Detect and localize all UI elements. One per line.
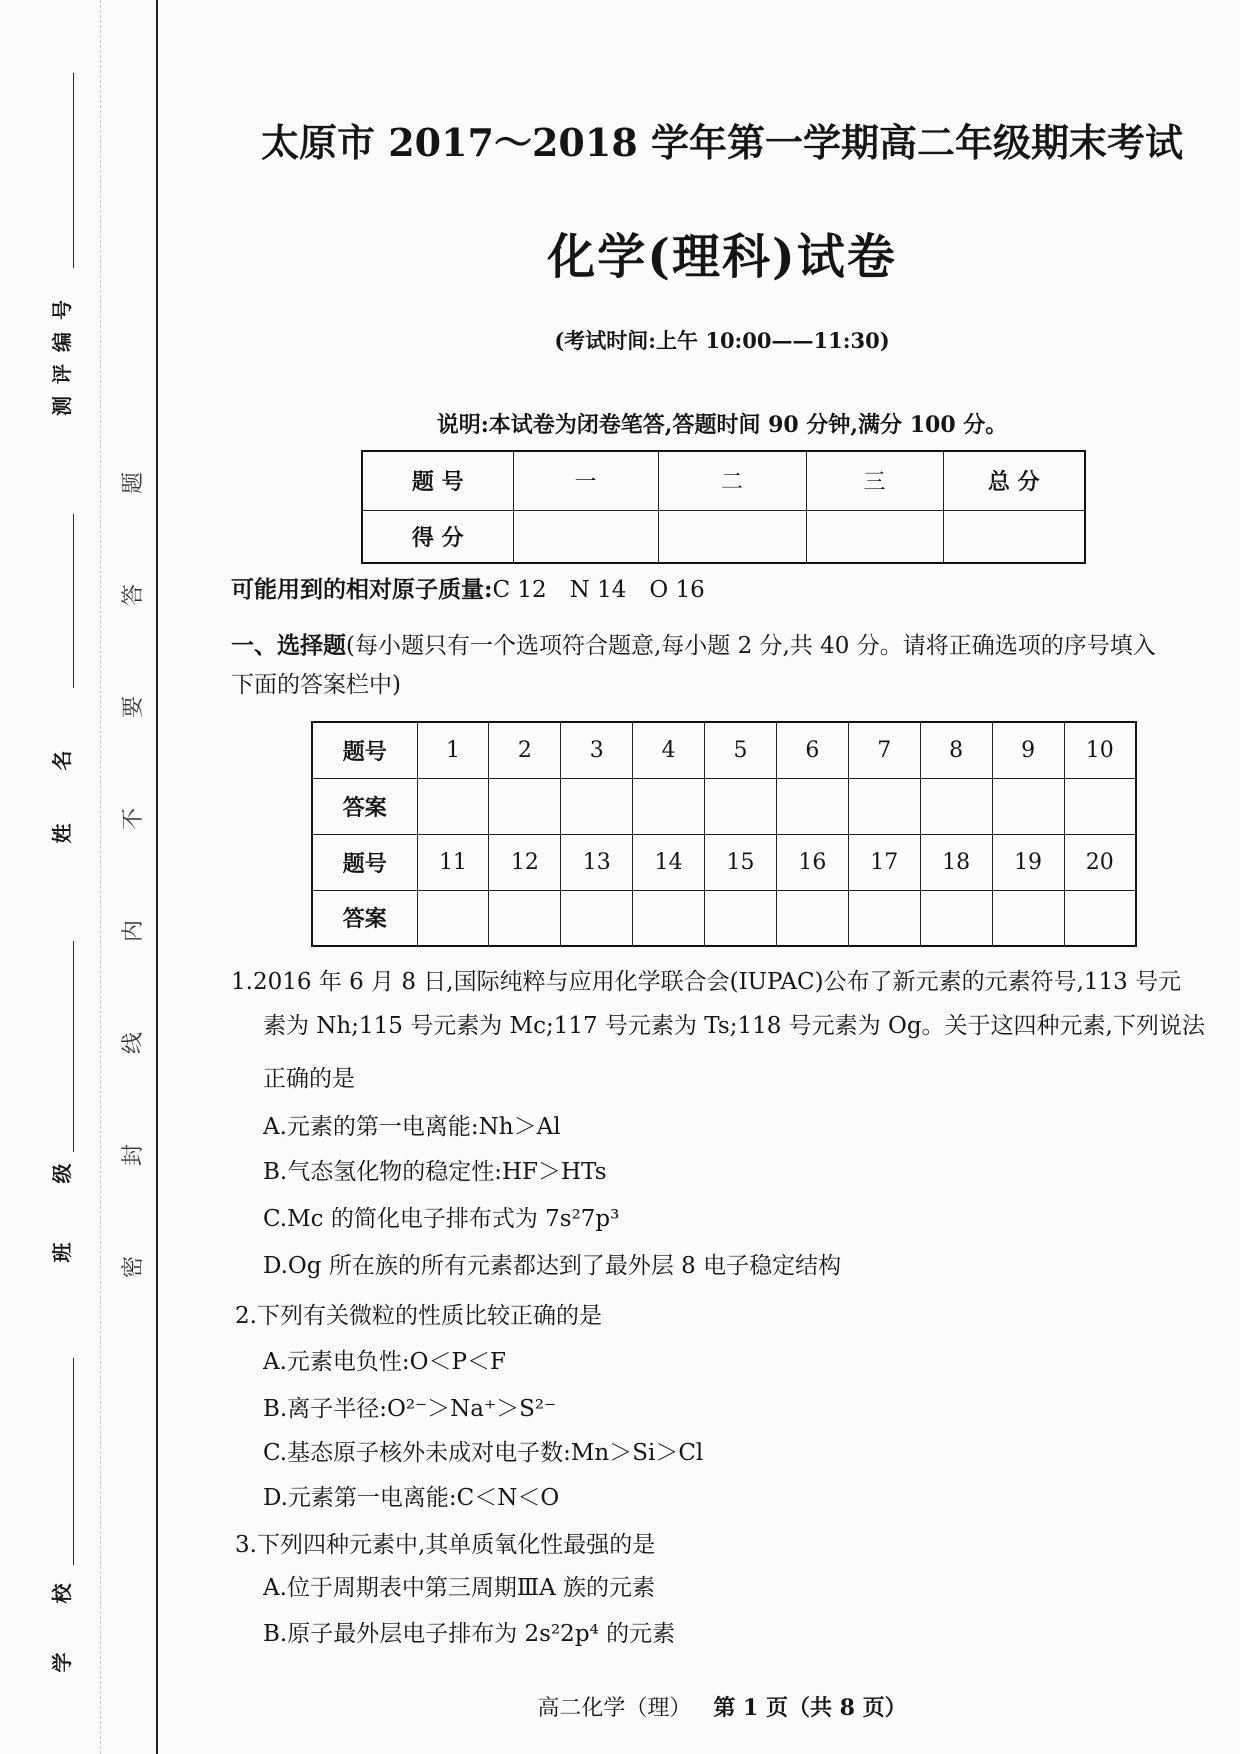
answer-grid-number-label: 题号 [312,834,417,890]
answer-cell [992,890,1064,946]
score-cell-part-1 [513,510,658,563]
score-header-question-no: 题 号 [362,451,513,510]
footer-page-number: 第 1 页（共 8 页） [713,1695,907,1721]
answer-grid-number-row-2 [312,834,1136,890]
question-3-option-a: A.位于周期表中第三周期ⅢA 族的元素 [263,1575,656,1601]
answer-cell [848,890,920,946]
answer-cell [417,890,489,946]
answer-cell [920,890,992,946]
school-blank [73,1358,74,1565]
question-number-cell: 9 [992,722,1064,778]
question-number-cell: 7 [848,722,920,778]
question-number-cell: 8 [920,722,992,778]
question-number-cell: 5 [705,722,777,778]
question-1-option-a: A.元素的第一电离能:Nh＞Al [263,1114,561,1140]
question-number-cell: 16 [776,834,848,890]
school-label: 学 校 [50,1562,74,1673]
exam-title: 太原市 2017～2018 学年第一学期高二年级期末考试 [261,120,1183,165]
class-blank [73,941,74,1152]
question-number-cell: 17 [848,834,920,890]
question-1-option-b: B.气态氢化物的稳定性:HF＞HTs [263,1159,607,1185]
section-1-line-2: 下面的答案栏中) [231,672,401,698]
question-2-stem: 2.下列有关微粒的性质比较正确的是 [235,1303,602,1329]
score-header-part-2: 二 [658,451,806,510]
score-cell-total [943,510,1085,563]
score-table [361,450,1086,564]
question-number-cell: 4 [633,722,705,778]
answer-grid-answer-label: 答案 [312,778,417,834]
answer-grid-number-label: 题号 [312,722,417,778]
test-number-label: 测评编号 [50,288,74,416]
question-1-stem-line-1: 1.2016 年 6 月 8 日,国际纯粹与应用化学联合会(IUPAC)公布了新元素的元素符号,113 号元 [231,969,1182,995]
footer-course: 高二化学（理） [537,1696,692,1721]
answer-cell [848,778,920,834]
score-header-part-1: 一 [513,451,658,510]
name-label: 姓 名 [50,727,74,844]
answer-cell [489,778,561,834]
question-number-cell: 3 [561,722,633,778]
score-table-header-row [362,451,1085,510]
answer-cell [920,778,992,834]
question-2-option-c: C.基态原子核外未成对电子数:Mn＞Si＞Cl [263,1440,704,1466]
question-2-option-b: B.离子半径:O²⁻＞Na⁺＞S²⁻ [263,1396,557,1422]
answer-cell [561,778,633,834]
test-number-blank [73,73,74,268]
question-number-cell: 13 [561,834,633,890]
question-number-cell: 6 [776,722,848,778]
answer-cell [1064,778,1136,834]
score-row-label: 得 分 [362,510,513,563]
score-table-score-row [362,510,1085,563]
atomic-masses-label: 可能用到的相对原子质量: [231,576,493,603]
page-footer [250,1693,1194,1724]
question-number-cell: 15 [705,834,777,890]
section-1-line-1 [231,631,1156,661]
answer-cell [1064,890,1136,946]
exam-subtitle: 化学(理科)试卷 [547,229,897,285]
answer-cell [489,890,561,946]
answer-grid-answer-label: 答案 [312,890,417,946]
question-number-cell: 1 [417,722,489,778]
question-1-option-c: C.Mc 的简化电子排布式为 7s²7p³ [263,1206,620,1232]
answer-cell [633,890,705,946]
answer-cell [417,778,489,834]
score-header-part-3: 三 [806,451,943,510]
answer-cell [776,778,848,834]
section-1-instruction: (每小题只有一个选项符合题意,每小题 2 分,共 40 分。请将正确选项的序号填入 [346,633,1156,659]
question-number-cell: 18 [920,834,992,890]
question-2-option-d: D.元素第一电离能:C＜N＜O [263,1485,560,1511]
answer-cell [776,890,848,946]
answer-cell [705,890,777,946]
question-number-cell: 20 [1064,834,1136,890]
section-1-heading: 一、选择题 [231,632,346,659]
question-number-cell: 19 [992,834,1064,890]
name-blank [73,514,74,688]
question-3-stem: 3.下列四种元素中,其单质氧化性最强的是 [235,1532,656,1558]
binding-margin-rule [156,0,158,1754]
answer-grid-number-row-1 [312,722,1136,778]
score-header-total: 总 分 [943,451,1085,510]
score-cell-part-2 [658,510,806,563]
answer-cell [705,778,777,834]
answer-grid-answer-row-2 [312,890,1136,946]
answer-grid [311,721,1137,947]
question-number-cell: 14 [633,834,705,890]
seal-line-notice: 密封线内不要答题 [121,381,146,1279]
answer-cell [633,778,705,834]
seal-dashed-line [100,0,101,1754]
question-1-option-d: D.Og 所在族的所有元素都达到了最外层 8 电子稳定结构 [263,1253,842,1279]
answer-cell [992,778,1064,834]
atomic-masses-values: C 12 N 14 O 16 [492,577,705,603]
question-2-option-a: A.元素电负性:O＜P＜F [263,1349,506,1375]
answer-cell [561,890,633,946]
exam-time: (考试时间:上午 10:00——11:30) [554,328,890,353]
score-cell-part-3 [806,510,943,563]
question-number-cell: 11 [417,834,489,890]
question-3-option-b: B.原子最外层电子排布为 2s²2p⁴ 的元素 [263,1621,676,1647]
question-number-cell: 10 [1064,722,1136,778]
question-number-cell: 12 [489,834,561,890]
question-1-stem-line-2: 素为 Nh;115 号元素为 Mc;117 号元素为 Ts;118 号元素为 Og。关于这四种元素,下列说法 [263,1013,1205,1039]
atomic-masses [231,575,705,605]
class-label: 班 级 [50,1137,74,1263]
exam-instructions: 说明:本试卷为闭卷笔答,答题时间 90 分钟,满分 100 分。 [436,412,1008,438]
question-number-cell: 2 [489,722,561,778]
answer-grid-answer-row-1 [312,778,1136,834]
question-1-stem-line-3: 正确的是 [263,1066,355,1092]
